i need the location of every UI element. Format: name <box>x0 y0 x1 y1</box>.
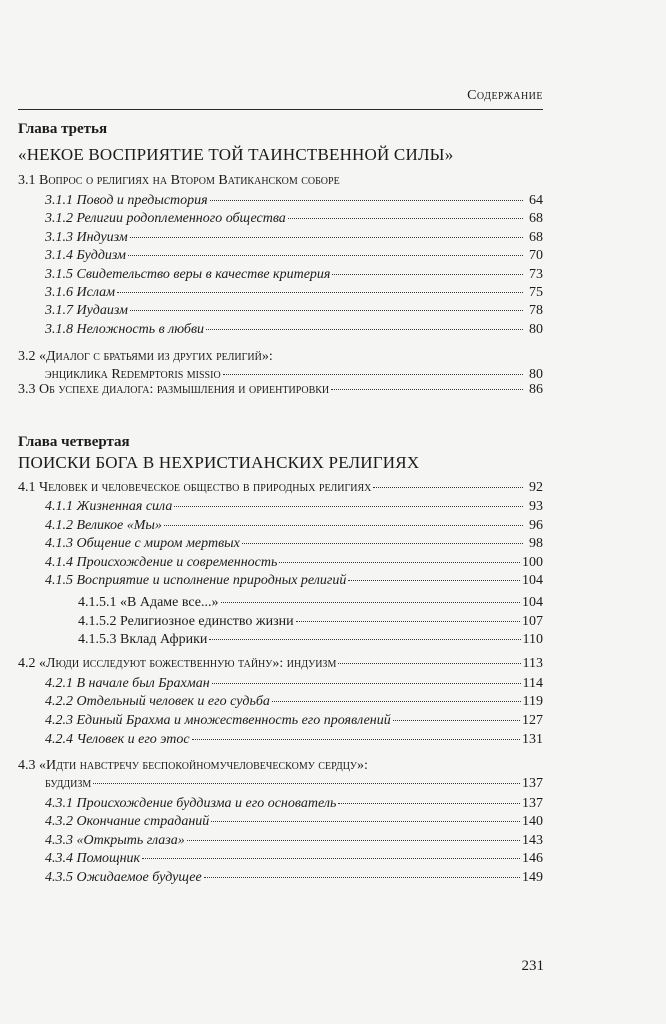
dot-leader <box>187 840 520 841</box>
dot-leader <box>130 310 523 311</box>
toc-entry-page: 73 <box>529 267 543 282</box>
dot-leader <box>338 803 520 804</box>
toc-entry[interactable] <box>78 631 543 649</box>
dot-leader <box>164 525 523 526</box>
dot-leader <box>206 329 523 330</box>
toc-entry-page: 93 <box>529 499 543 514</box>
dot-leader <box>142 858 520 859</box>
toc-entry-page: 127 <box>522 713 543 728</box>
toc-section-heading: 4.3 «Идти навстречу беспокойномучеловеческому сердцу»: <box>18 758 368 773</box>
dot-leader <box>223 374 523 375</box>
chapter-label: Глава четвертая <box>18 434 130 450</box>
toc-entry[interactable] <box>45 266 543 284</box>
toc-entry-page: 114 <box>522 676 543 691</box>
toc-entry[interactable] <box>45 517 543 535</box>
toc-entry-title: 4.1.2 Великое «Мы» <box>45 518 162 533</box>
dot-leader <box>209 639 520 640</box>
toc-entry[interactable] <box>45 869 543 887</box>
toc-entry-page: 78 <box>529 303 543 318</box>
toc-entry-page: 149 <box>522 870 543 885</box>
toc-entry-page: 86 <box>529 382 543 397</box>
toc-entry-title: 4.1.5 Восприятие и исполнение природных религий <box>45 573 347 588</box>
dot-leader <box>279 562 520 563</box>
toc-entry-page: 92 <box>529 480 543 495</box>
toc-entry-page: 104 <box>522 595 543 610</box>
toc-entry-page: 137 <box>522 796 543 811</box>
toc-entry[interactable] <box>45 302 543 320</box>
toc-entry-title: 4.3.5 Ожидаемое будущее <box>45 870 202 885</box>
toc-entry-page: 104 <box>522 573 543 588</box>
toc-entry-title: 3.1.2 Религии родоплеменного общества <box>45 211 286 226</box>
toc-entry-page: 119 <box>522 694 543 709</box>
dot-leader <box>332 274 523 275</box>
toc-entry[interactable] <box>45 775 543 793</box>
toc-entry[interactable] <box>18 655 543 673</box>
toc-entry-title: 4.1.4 Происхождение и современность <box>45 555 278 570</box>
toc-entry-page: 64 <box>529 193 543 208</box>
dot-leader <box>393 720 520 721</box>
toc-entry[interactable] <box>45 498 543 516</box>
toc-section-heading: 3.2 «Диалог с братьями из других религий»: <box>18 349 273 364</box>
toc-entry[interactable] <box>45 850 543 868</box>
dot-leader <box>130 237 523 238</box>
toc-entry[interactable] <box>45 712 543 730</box>
toc-entry-title: 4.1.5.3 Вклад Африки <box>78 632 208 647</box>
chapter-title: «НЕКОЕ ВОСПРИЯТИЕ ТОЙ ТАИНСТВЕННОЙ СИЛЫ» <box>18 145 454 164</box>
toc-entry-title: 3.1.4 Буддизм <box>45 248 126 263</box>
dot-leader <box>128 255 523 256</box>
toc-entry-title: 4.3.3 «Открыть глаза» <box>45 833 185 848</box>
toc-entry-page: 75 <box>529 285 543 300</box>
toc-entry-title: 4.3.1 Происхождение буддизма и его основатель <box>45 796 337 811</box>
dot-leader <box>242 543 523 544</box>
toc-entry[interactable] <box>45 675 543 693</box>
dot-leader <box>348 580 520 581</box>
toc-entry-title: 4.2.2 Отдельный человек и его судьба <box>45 694 270 709</box>
toc-entry[interactable] <box>45 535 543 553</box>
toc-entry-page: 80 <box>529 322 543 337</box>
toc-entry[interactable] <box>45 210 543 228</box>
toc-entry-title: 4.1.3 Общение с миром мертвых <box>45 536 240 551</box>
dot-leader <box>272 701 521 702</box>
toc-entry[interactable] <box>45 813 543 831</box>
toc-entry-title: 4.1.1 Жизненная сила <box>45 499 173 514</box>
toc-entry-title: энциклика Redemptoris missio <box>45 367 221 382</box>
toc-entry-page: 146 <box>522 851 543 866</box>
toc-section-heading: 3.1 Вопрос о религиях на Втором Ватиканском соборе <box>18 173 340 188</box>
toc-entry-title: буддизм <box>45 776 92 791</box>
toc-entry[interactable] <box>45 693 543 711</box>
toc-entry[interactable] <box>45 832 543 850</box>
dot-leader <box>204 877 520 878</box>
toc-entry-title: 4.1 Человек и человеческое общество в природных религиях <box>18 480 372 495</box>
dot-leader <box>93 783 520 784</box>
toc-entry-title: 3.1.7 Иудаизм <box>45 303 128 318</box>
header-rule <box>18 109 543 110</box>
toc-entry-title: 3.1.6 Ислам <box>45 285 116 300</box>
toc-entry[interactable] <box>45 572 543 590</box>
toc-entry[interactable] <box>45 321 543 339</box>
dot-leader <box>192 739 520 740</box>
dot-leader <box>288 218 523 219</box>
chapter-title: ПОИСКИ БОГА В НЕХРИСТИАНСКИХ РЕЛИГИЯХ <box>18 453 420 472</box>
toc-entry-title: 4.1.5.2 Религиозное единство жизни <box>78 614 294 629</box>
toc-entry-page: 70 <box>529 248 543 263</box>
page-number: 231 <box>521 958 544 974</box>
toc-entry-title: 4.2.3 Единый Брахма и множественность его проявлений <box>45 713 391 728</box>
toc-entry[interactable] <box>45 284 543 302</box>
dot-leader <box>117 292 523 293</box>
toc-entry[interactable] <box>78 613 543 631</box>
toc-entry-page: 113 <box>522 656 543 671</box>
toc-entry-page: 96 <box>529 518 543 533</box>
toc-entry-title: 3.3 Об успехе диалога: размышления и ориентировки <box>18 382 330 397</box>
toc-entry-title: 3.1.8 Неложность в любви <box>45 322 205 337</box>
toc-entry-title: 4.3.4 Помощник <box>45 851 141 866</box>
dot-leader <box>373 487 523 488</box>
toc-entry-page: 110 <box>522 632 543 647</box>
toc-entry-page: 140 <box>522 814 543 829</box>
dot-leader <box>210 200 523 201</box>
toc-entry[interactable] <box>45 192 543 210</box>
toc-entry[interactable] <box>18 479 543 497</box>
toc-entry-title: 3.1.3 Индуизм <box>45 230 128 245</box>
dot-leader <box>212 683 521 684</box>
chapter-label: Глава третья <box>18 121 108 137</box>
toc-entry-page: 98 <box>529 536 543 551</box>
toc-entry[interactable] <box>45 731 543 749</box>
dot-leader <box>296 621 520 622</box>
toc-entry-title: 4.1.5.1 «В Адаме все...» <box>78 595 219 610</box>
toc-entry-title: 4.2.4 Человек и его этос <box>45 732 190 747</box>
toc-entry-page: 68 <box>529 211 543 226</box>
dot-leader <box>331 389 523 390</box>
toc-entry-title: 3.1.5 Свидетельство веры в качестве критерия <box>45 267 331 282</box>
dot-leader <box>174 506 523 507</box>
toc-entry-title: 3.1.1 Повод и предыстория <box>45 193 208 208</box>
toc-entry-title: 4.2.1 В начале был Брахман <box>45 676 210 691</box>
toc-entry-title: 4.2 «Люди исследуют божественную тайну»: индуизм <box>18 656 337 671</box>
toc-entry-page: 131 <box>522 732 543 747</box>
toc-entry[interactable] <box>18 381 543 399</box>
toc-entry-page: 143 <box>522 833 543 848</box>
dot-leader <box>221 602 521 603</box>
running-head: Содержание <box>467 88 543 103</box>
toc-entry[interactable] <box>45 247 543 265</box>
toc-entry[interactable] <box>45 795 543 813</box>
toc-entry-page: 80 <box>529 367 543 382</box>
toc-entry[interactable] <box>45 229 543 247</box>
dot-leader <box>211 821 520 822</box>
toc-entry-page: 100 <box>522 555 543 570</box>
toc-entry[interactable] <box>78 594 543 612</box>
toc-entry-page: 107 <box>522 614 543 629</box>
toc-entry-title: 4.3.2 Окончание страданий <box>45 814 210 829</box>
toc-entry-page: 68 <box>529 230 543 245</box>
toc-entry[interactable] <box>45 554 543 572</box>
dot-leader <box>338 663 520 664</box>
toc-entry-page: 137 <box>522 776 543 791</box>
